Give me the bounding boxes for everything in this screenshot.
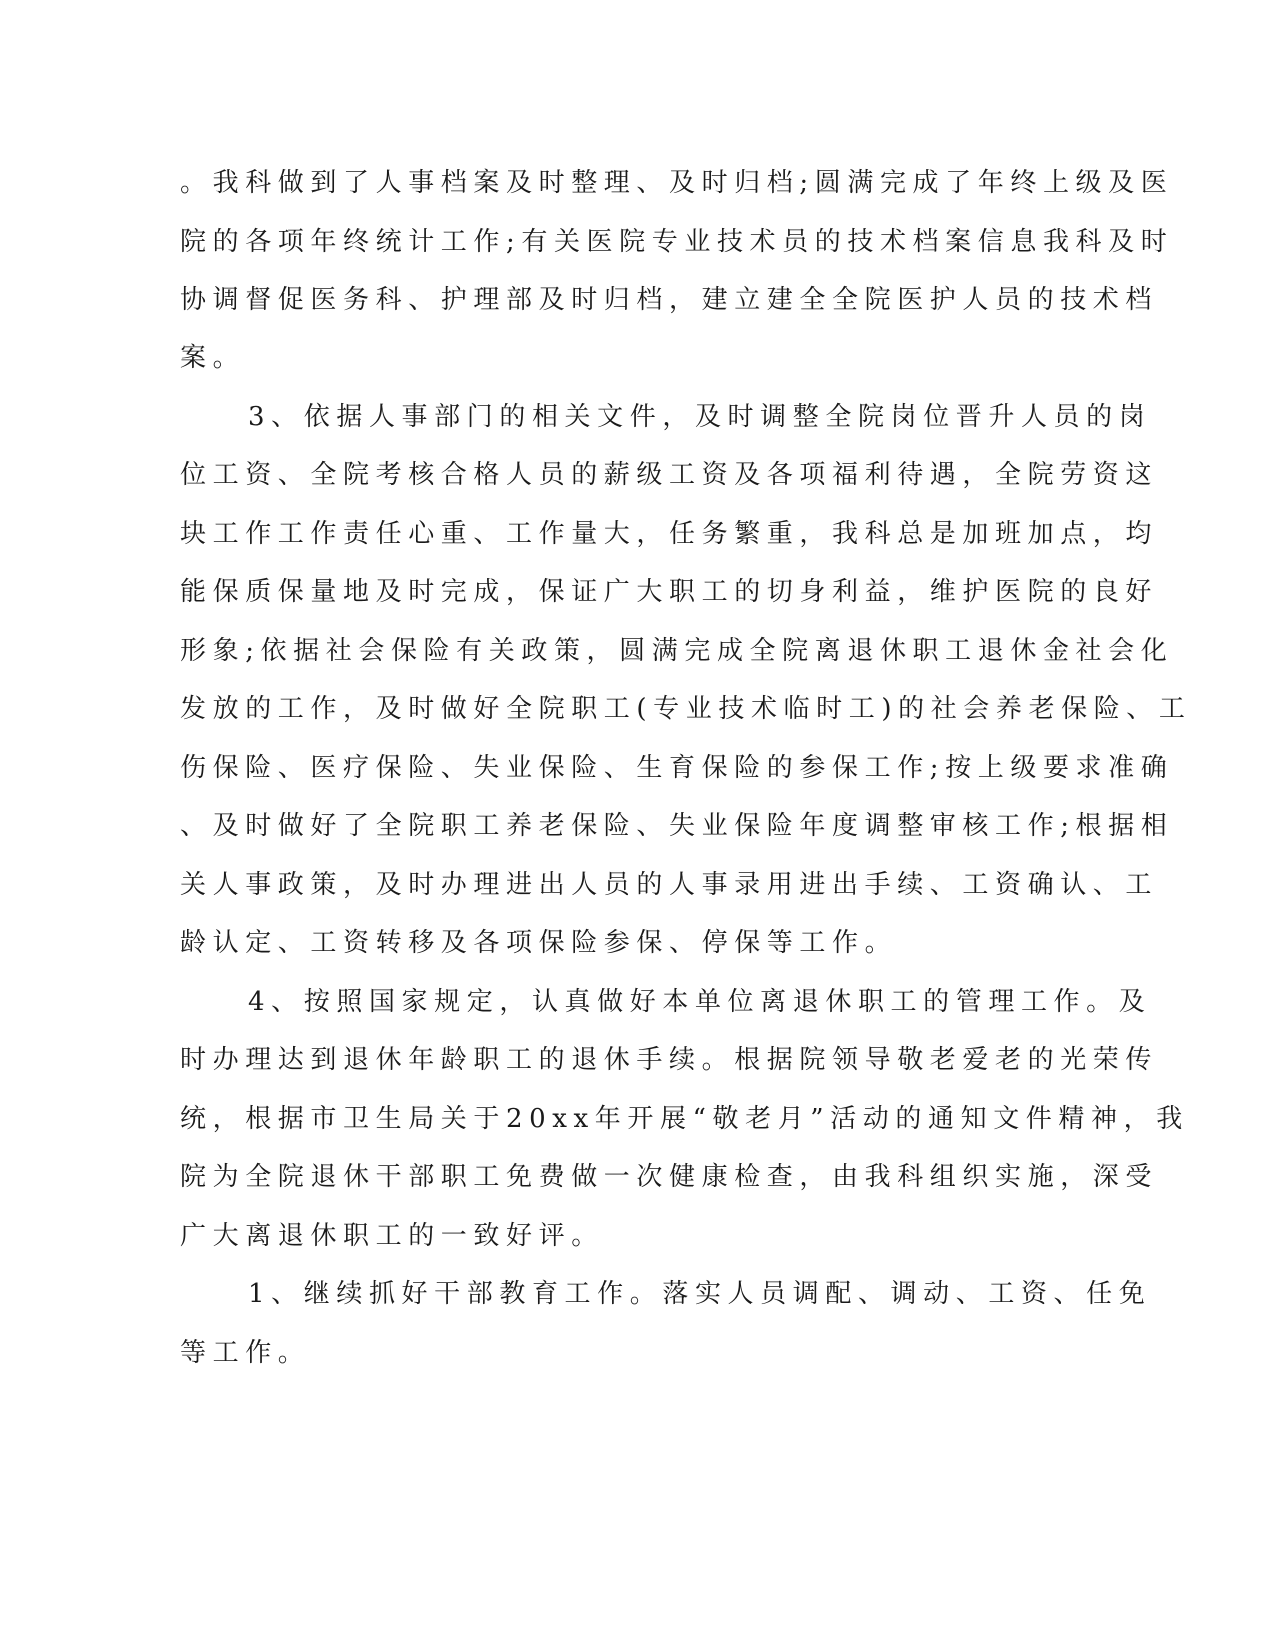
text-line: 形象;依据社会保险有关政策，圆满完成全院离退休职工退休金社会化 <box>180 636 1174 666</box>
text-line: 统，根据市卫生局关于20xx年开展“敬老月”活动的通知文件精神，我 <box>180 1104 1189 1134</box>
text-line: 块工作工作责任心重、工作量大，任务繁重，我科总是加班加点，均 <box>180 519 1159 549</box>
text-line: 案。 <box>180 343 246 373</box>
text-line: 位工资、全院考核合格人员的薪级工资及各项福利待遇，全院劳资这 <box>180 460 1159 490</box>
text-line: 院为全院退休干部职工免费做一次健康检查，由我科组织实施，深受 <box>180 1162 1159 1192</box>
text-line: 院的各项年终统计工作;有关医院专业技术员的技术档案信息我科及时 <box>180 227 1174 257</box>
text-line: 发放的工作，及时做好全院职工(专业技术临时工)的社会养老保险、工 <box>180 694 1192 724</box>
text-line: 关人事政策，及时办理进出人员的人事录用进出手续、工资确认、工 <box>180 870 1159 900</box>
paragraph-first-line: 1、继续抓好干部教育工作。落实人员调配、调动、工资、任免 <box>248 1279 1152 1309</box>
text-line: 广大离退休职工的一致好评。 <box>180 1221 604 1251</box>
text-line: 时办理达到退休年龄职工的退休手续。根据院领导敬老爱老的光荣传 <box>180 1045 1159 1075</box>
text-line: 、及时做好了全院职工养老保险、失业保险年度调整审核工作;根据相 <box>180 811 1174 841</box>
text-line: 龄认定、工资转移及各项保险参保、停保等工作。 <box>180 928 898 958</box>
text-line: 能保质保量地及时完成，保证广大职工的切身利益，维护医院的良好 <box>180 577 1159 607</box>
paragraph-first-line: 3、依据人事部门的相关文件，及时调整全院岗位晋升人员的岗 <box>248 402 1152 432</box>
text-line: 伤保险、医疗保险、失业保险、生育保险的参保工作;按上级要求准确 <box>180 753 1174 783</box>
text-line: 。我科做到了人事档案及时整理、及时归档;圆满完成了年终上级及医 <box>180 168 1174 198</box>
text-line: 协调督促医务科、护理部及时归档，建立建全全院医护人员的技术档 <box>180 285 1159 315</box>
text-line: 等工作。 <box>180 1338 311 1368</box>
paragraph-first-line: 4、按照国家规定，认真做好本单位离退休职工的管理工作。及 <box>248 987 1152 1017</box>
